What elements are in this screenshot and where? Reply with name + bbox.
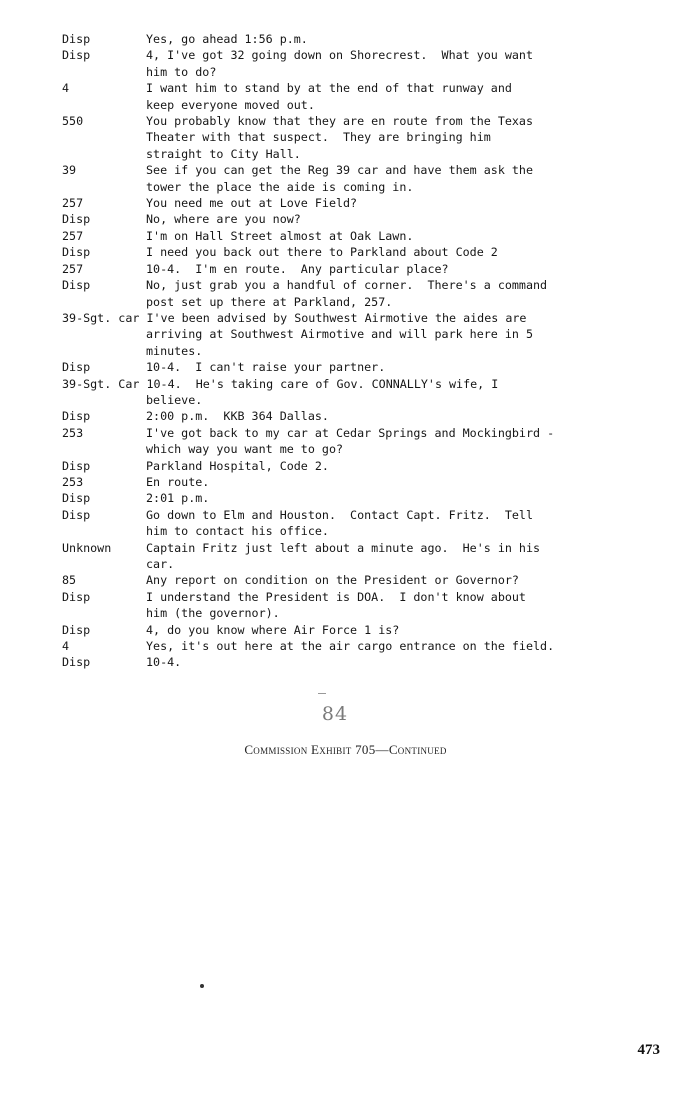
transcript-entry [62,359,662,375]
transcript-entry [62,244,662,260]
message-text: No, where are you now? [146,212,301,227]
speaker-label: Disp [62,655,91,670]
message-text: 4, I've got 32 going down on Shorecrest. What you want him to do? [146,48,534,79]
message-text: 10-4. [146,655,182,670]
transcript-entry [62,458,662,474]
message-text: 10-4. I'm en route. Any particular place? [146,261,449,276]
transcript-entry [62,228,662,244]
transcript-entry [62,572,662,588]
speaker-label: Disp [62,245,91,260]
speaker-label: Unknown [62,540,112,555]
transcript-entry [62,425,662,458]
transcript-entry [62,408,662,424]
message-text: Yes, go ahead 1:56 p.m. [146,32,308,46]
transcript-entry [62,162,662,195]
exhibit-caption: Commission Exhibit 705—Continued [244,742,447,757]
transcript-entry [62,47,662,80]
speaker-label: Disp [62,589,91,604]
folio-number: 84 [321,703,349,725]
speaker-label: Disp [62,32,91,46]
speaker-label: Disp [62,360,91,375]
speaker-label: 257 [62,228,84,243]
transcript-entry [62,261,662,277]
transcript-entry [62,540,662,573]
transcript-entry [62,376,662,409]
transcript-entry [62,80,662,113]
message-text: You probably know that they are en route from the Texas Theater with that suspect. They are bringing him straight to City Hall. [146,114,534,161]
speaker-label: 39 [62,163,77,178]
message-text: Any report on condition on the President or Governor? [146,573,519,588]
transcript-entry [62,474,662,490]
speaker-label: Disp [62,622,91,637]
message-text: Yes, it's out here at the air cargo entrance on the field. [146,639,555,654]
message-text: Go down to Elm and Houston. Contact Capt. Fritz. Tell him to contact his office. [146,507,534,539]
message-continuation: arriving at Southwest Airmotive and will park here in 5 minutes. [146,327,534,358]
message-text: I've got back to my car at Cedar Springs and Mockingbird - which way you want me to go? [146,425,555,457]
speaker-label: 85 [62,573,77,588]
speaker-label: 4 [62,81,70,96]
speaker-label: Disp [62,491,91,506]
message-text: I'm on Hall Street almost at Oak Lawn. [146,228,414,243]
transcript-entry [62,310,662,359]
transcript-entry [62,211,662,227]
message-text: 2:00 p.m. KKB 364 Dallas. [146,409,329,424]
message-text: En route. [146,474,210,489]
transcript-entry [62,113,662,162]
transcript-entry [62,589,662,622]
speaker-label: 4 [62,639,70,654]
speaker-label: Disp [62,212,91,227]
speaker-label: 39-Sgt. car [62,310,140,325]
message-text: I've been advised by Southwest Airmotive the aides are [146,310,527,325]
transcript-entry [62,277,662,310]
speaker-label: 39-Sgt. Car [62,376,140,391]
message-text: No, just grab you a handful of corner. There's a command post set up there at Parkland, 257. [146,278,548,309]
transcript-entry [62,622,662,638]
message-text: Parkland Hospital, Code 2. [146,458,329,473]
speaker-label: Disp [62,507,91,522]
message-text: 10-4. I can't raise your partner. [146,360,386,375]
message-text: I need you back out there to Parkland about Code 2 [146,245,498,260]
page-number: 473 [637,1042,660,1058]
message-text: 10-4. He's taking care of Gov. CONNALLY's wife, I [146,376,499,391]
message-text: 4, do you know where Air Force 1 is? [146,622,400,637]
speaker-label: Disp [62,409,91,424]
speaker-label: Disp [62,48,91,63]
speaker-label: 253 [62,474,84,489]
radio-transcript [62,31,662,671]
message-text: I want him to stand by at the end of that runway and keep everyone moved out. [146,81,512,112]
transcript-entry [62,31,662,47]
message-text: You need me out at Love Field? [146,196,358,211]
stray-mark [200,984,204,988]
speaker-label: Disp [62,278,91,293]
speaker-label: Disp [62,458,91,473]
transcript-entry [62,507,662,540]
transcript-entry [62,654,662,670]
speaker-label: 257 [62,261,84,276]
speaker-label: 253 [62,425,84,440]
transcript-entry [62,490,662,506]
message-continuation: believe. [146,392,203,407]
message-text: Captain Fritz just left about a minute ago. He's in his car. [146,540,541,571]
message-text: See if you can get the Reg 39 car and have them ask the tower the place the aide is coming in. [146,163,534,194]
transcript-entry [62,195,662,211]
message-text: 2:01 p.m. [146,491,210,506]
speaker-label: 550 [62,114,84,129]
transcript-entry [62,638,662,654]
folio-mark [318,693,326,694]
speaker-label: 257 [62,196,84,211]
message-text: I understand the President is DOA. I don't know about him (the governor). [146,589,526,621]
